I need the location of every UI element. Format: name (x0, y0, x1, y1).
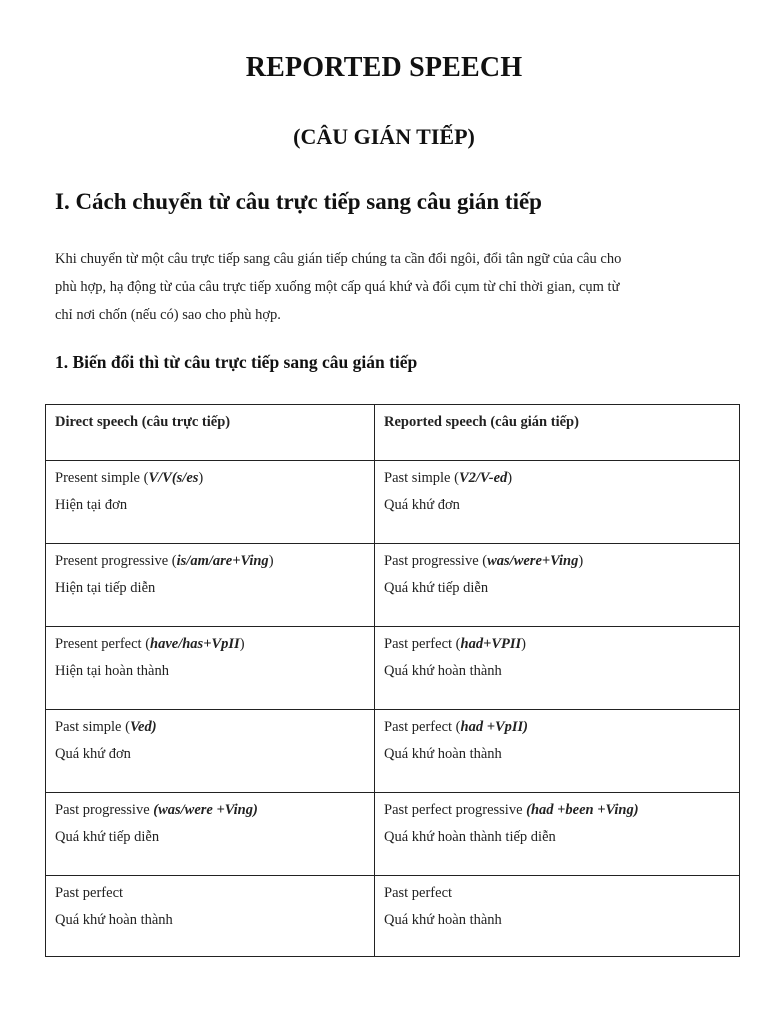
tense-formula: V/V(s/es (148, 470, 199, 486)
table-row (46, 544, 740, 627)
direct-cell: Past simple (Ved) Quá khứ đơn (46, 710, 375, 793)
tense-vietnamese: Quá khứ hoàn thành (384, 746, 502, 762)
table-row (46, 710, 740, 793)
tense-vietnamese: Hiện tại hoàn thành (55, 663, 169, 679)
reported-cell: Past simple (V2/V-ed) Quá khứ đơn (375, 461, 740, 544)
tense-formula: had+VPII (460, 636, 522, 652)
table-row (46, 793, 740, 876)
intro-line: phù hợp, hạ động từ của câu trực tiếp xuống một cấp quá khứ và đổi cụm từ chỉ thời gian, cụm từ (55, 279, 620, 295)
table-header-row (46, 405, 740, 461)
tense-vietnamese: Hiện tại đơn (55, 497, 128, 513)
intro-line: Khi chuyển từ một câu trực tiếp sang câu gián tiếp chúng ta cần đổi ngôi, đổi tân ngữ của câu cho (55, 251, 622, 267)
tense-name: Past perfect (384, 885, 453, 901)
tense-formula: V2/V-ed (458, 470, 508, 486)
direct-cell: Present simple (V/V(s/es) Hiện tại đơn (46, 461, 375, 544)
tense-formula: Ved) (129, 719, 157, 735)
reported-cell (375, 876, 740, 957)
reported-cell: Past perfect (had+VPII) Quá khứ hoàn thành (375, 627, 740, 710)
direct-cell (46, 876, 375, 957)
tense-vietnamese: Quá khứ hoàn thành tiếp diễn (384, 829, 556, 845)
tense-formula: was/were+Ving (487, 553, 579, 569)
header-direct-speech (46, 405, 375, 461)
table-row (46, 627, 740, 710)
direct-cell: Present perfect (have/has+VpII) Hiện tại hoàn thành (46, 627, 375, 710)
tense-name: Present perfect (55, 636, 142, 652)
tense-vietnamese: Quá khứ đơn (384, 497, 460, 513)
tense-vietnamese: Quá khứ hoàn thành (55, 912, 173, 928)
sub-heading: 1. Biến đổi thì từ câu trực tiếp sang câu gián tiếp (55, 352, 418, 372)
tense-formula: had +VpII) (460, 719, 529, 735)
reported-cell: Past progressive (was/were+Ving) Quá khứ tiếp diễn (375, 544, 740, 627)
header-label: Reported speech (câu gián tiếp) (384, 414, 579, 430)
tense-name: Past perfect (384, 636, 453, 652)
reported-cell: Past perfect (had +VpII) Quá khứ hoàn thành (375, 710, 740, 793)
intro-paragraph (55, 245, 723, 329)
tense-formula: is/am/are+Ving (176, 553, 269, 569)
tense-name: Past progressive (384, 553, 479, 569)
direct-cell: Present progressive (is/am/are+Ving) Hiện tại tiếp diễn (46, 544, 375, 627)
tense-vietnamese: Quá khứ hoàn thành (384, 663, 502, 679)
tense-vietnamese: Hiện tại tiếp diễn (55, 580, 156, 596)
reported-cell (375, 793, 740, 876)
tense-conversion-table (45, 404, 740, 957)
header-reported-speech (375, 405, 740, 461)
tense-name: Past simple (55, 719, 122, 735)
tense-name: Past progressive (55, 802, 150, 818)
table-row (46, 876, 740, 957)
table-row (46, 461, 740, 544)
tense-name: Past perfect progressive (384, 802, 523, 818)
section-heading: I. Cách chuyển từ câu trực tiếp sang câu gián tiếp (55, 189, 542, 214)
intro-line: chỉ nơi chốn (nếu có) sao cho phù hợp. (55, 307, 281, 323)
document-title: REPORTED SPEECH (245, 52, 523, 83)
direct-cell (46, 793, 375, 876)
tense-name: Present progressive (55, 553, 169, 569)
tense-name: Past perfect (55, 885, 124, 901)
tense-vietnamese: Quá khứ đơn (55, 746, 131, 762)
tense-name: Past simple (384, 470, 451, 486)
tense-vietnamese: Quá khứ tiếp diễn (55, 829, 160, 845)
tense-vietnamese: Quá khứ hoàn thành (384, 912, 502, 928)
tense-name: Past perfect (384, 719, 453, 735)
tense-formula: have/has+VpII (150, 636, 240, 652)
tense-formula: (was/were +Ving) (153, 802, 258, 818)
header-label: Direct speech (câu trực tiếp) (55, 414, 231, 430)
tense-formula: (had +been +Ving) (526, 802, 639, 818)
document-subtitle: (CÂU GIÁN TIẾP) (293, 124, 475, 149)
tense-name: Present simple (55, 470, 140, 486)
tense-vietnamese: Quá khứ tiếp diễn (384, 580, 489, 596)
